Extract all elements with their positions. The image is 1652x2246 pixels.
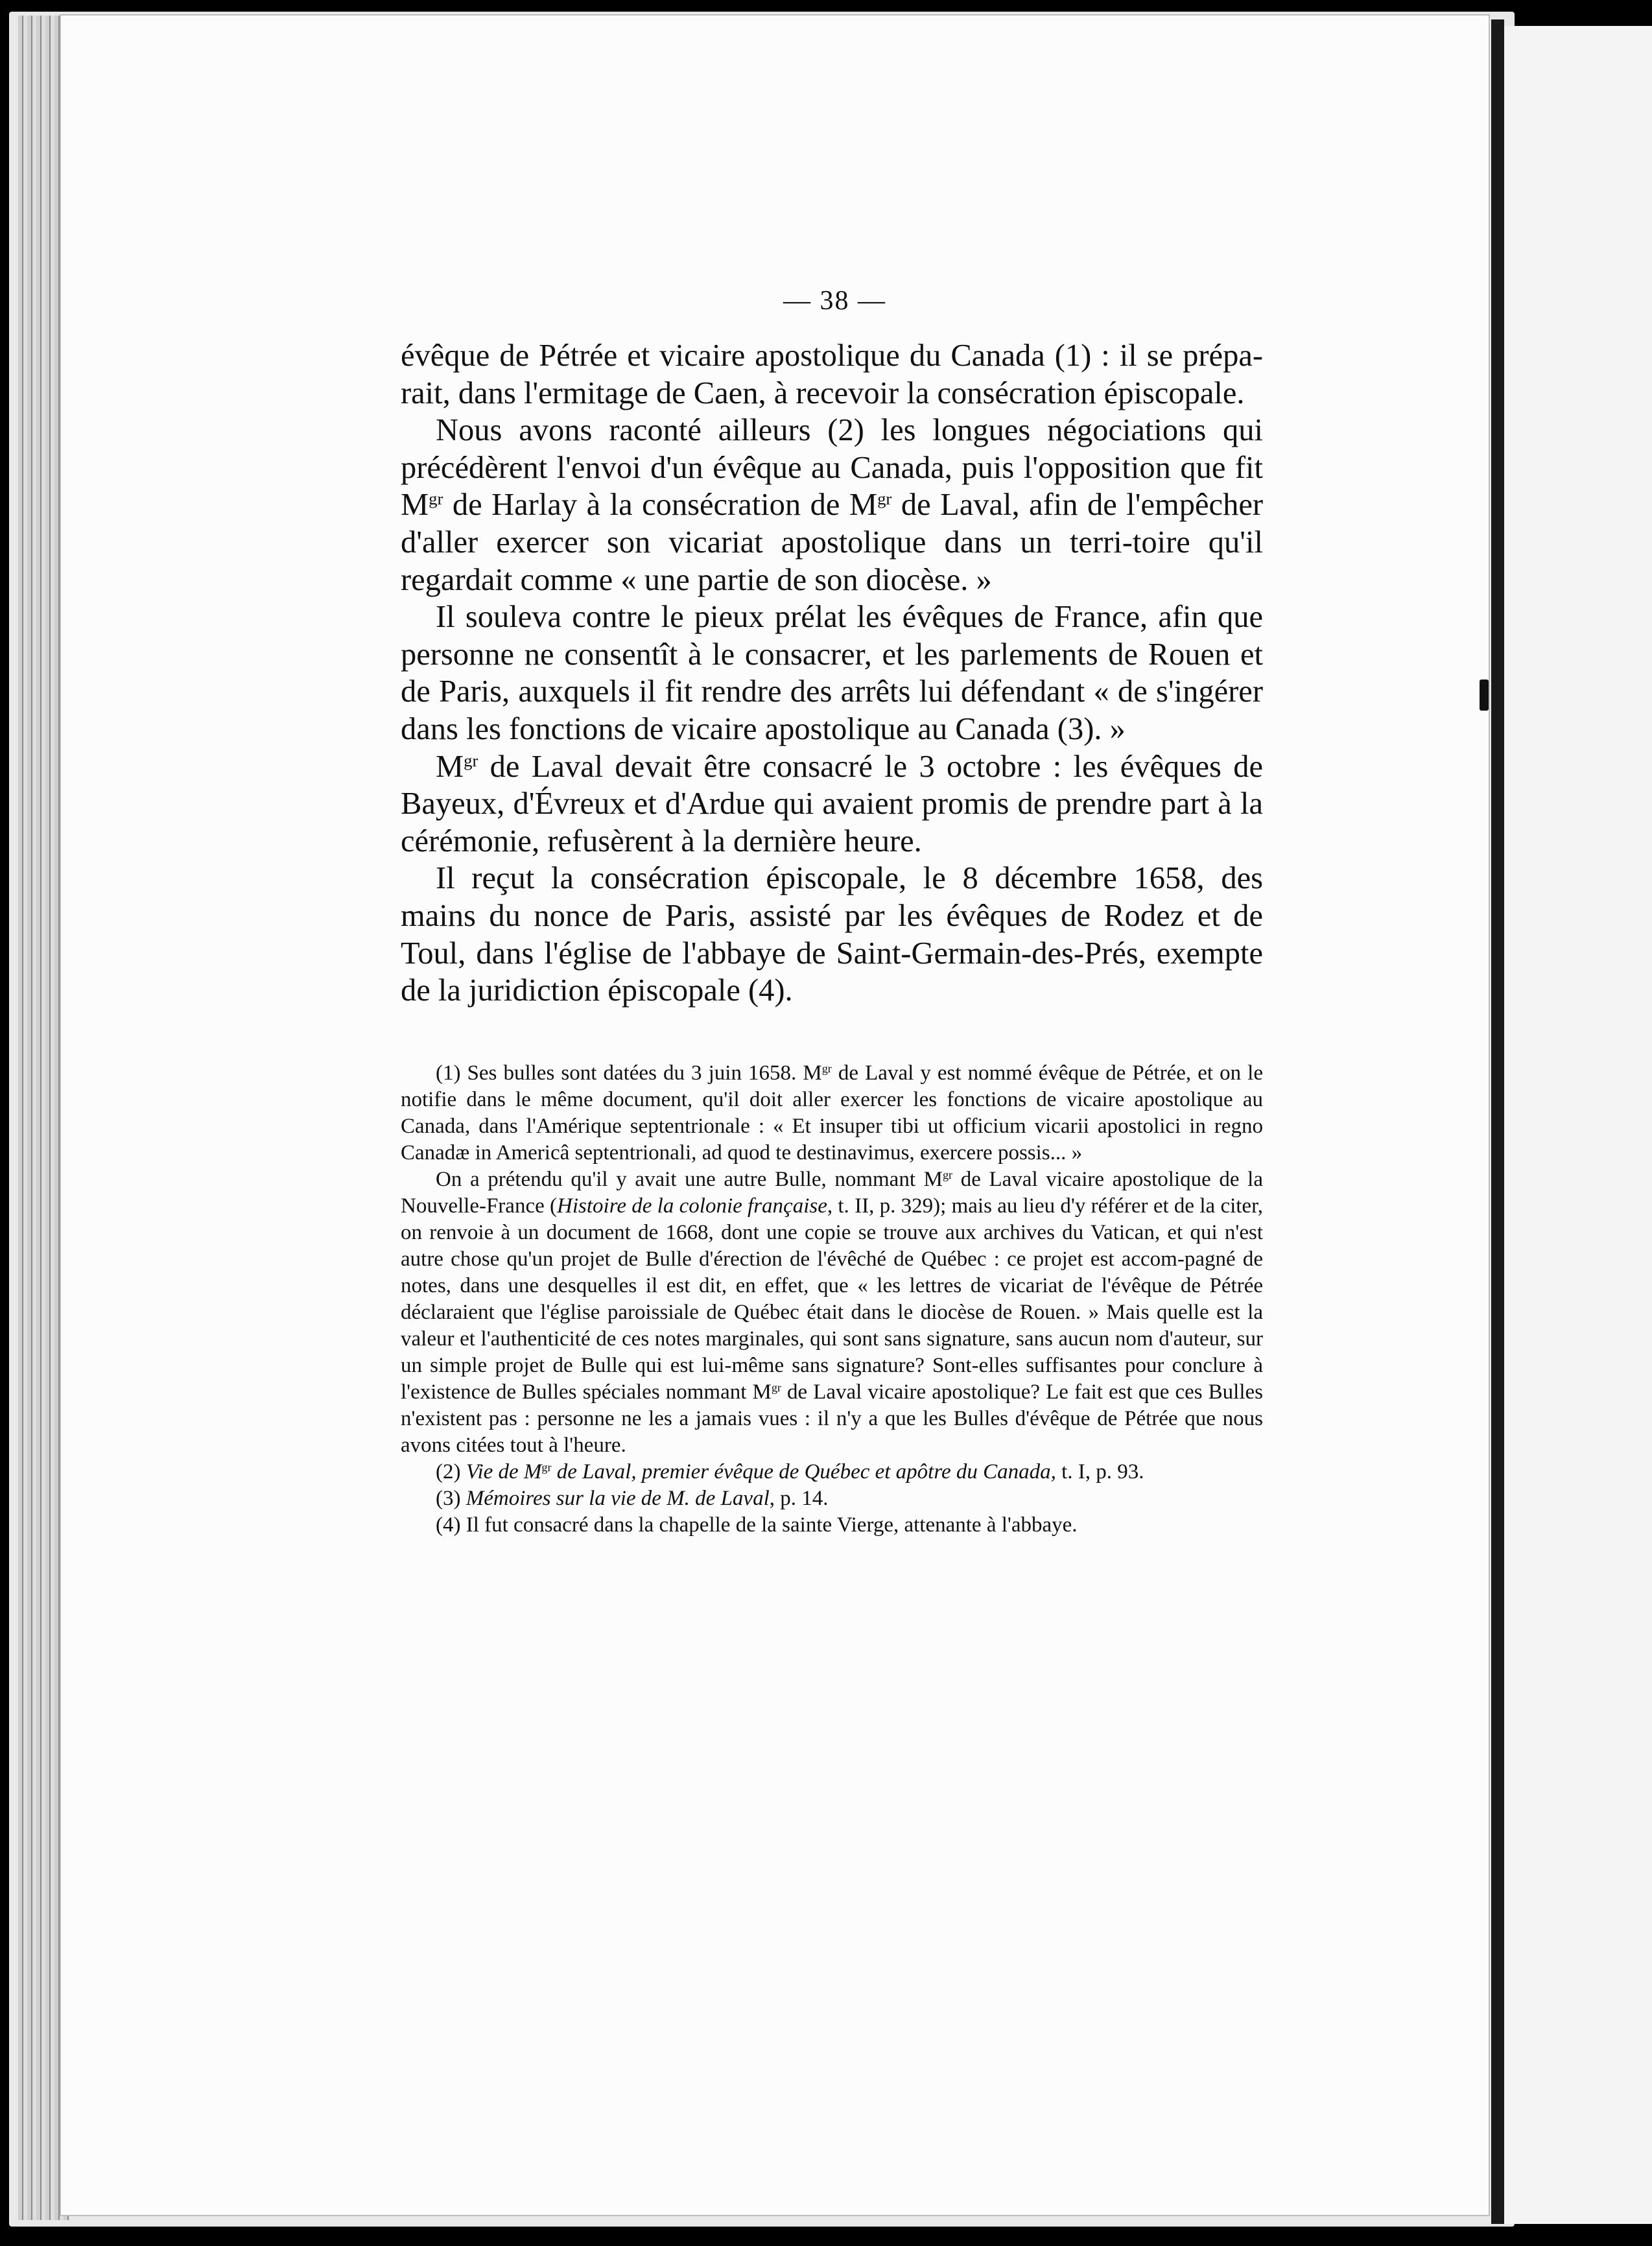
paragraph: Nous avons raconté ailleurs (2) les longues négociations qui précédèrent l'envoi d'un évêque au Canada, puis l'opposition que fit $M^{gr}$ de Harlay à la consécration de $M^{gr}$ de Laval, afin de l'empêcher d'aller exercer son vicariat apostolique dans un terri-toire qu'il regardait comme « une partie de son diocèse. » <box>401 413 1263 597</box>
page-number: — 38 — <box>783 286 886 316</box>
ink-mark <box>1480 680 1489 711</box>
facing-page <box>1504 26 1652 2224</box>
footnote-1-continued: On a prétendu qu'il y avait une autre Bulle, nommant $M^{gr}$ de Laval vicaire apostolique de la Nouvelle-France (Histoire de la colonie française, t. II, p. 329); mais au lieu d'y référer et de la citer, on renvoie à un document de 1668, dont une copie se trouve aux archives du Vatican, et qui n'est autre chose qu'un projet de Bulle d'érection de l'évêché de Québec : ce projet est accom-pagné de notes, dans une desquelles il est dit, en effet, que « les lettres de vicariat de l'évêque de Pétrée déclaraient que l'église paroissiale de Québec était dans le diocèse de Rouen. » Mais quelle est la valeur et l'authenticité de ces notes marginales, qui sont sans signature, sans aucun nom d'auteur, sur un simple projet de Bulle qui est lui-même sans signature? Sont-elles suffisantes pour conclure à l'existence de Bulles spéciales nommant $M^{gr}$ de Laval vicaire apostolique? Le fait est que ces Bulles n'existent pas : personne ne les a jamais vues : il n'y a que les Bulles d'évêque de Pétrée que nous avons citées tout à l'heure. <box>401 1167 1263 1457</box>
footnote-1: (1) Ses bulles sont datées du 3 juin 1658. $M^{gr}$ de Laval y est nommé évêque de Pétrée, et on le notifie dans le même document, qu'il doit aller exercer les fonctions de vicaire apostolique au Canada, dans l'Amérique septentrionale : « Et insuper tibi ut officium vicarii apostolici in regno Canadæ in Americâ septentrionali, ad quod te destinavimus, exercere possis... » <box>401 1061 1263 1164</box>
paragraph: $M^{gr}$ de Laval devait être consacré le 3 octobre : les évêques de Bayeux, d'Évreux et d'Ardue qui avaient promis de prendre part à la cérémonie, refusèrent à la dernière heure. <box>401 749 1263 858</box>
paragraph: évêque de Pétrée et vicaire apostolique du Canada (1) : il se prépa-rait, dans l'ermitage de Caen, à recevoir la consécration épiscopale. <box>401 338 1263 410</box>
footnote-4: (4) Il fut consacré dans la chapelle de la sainte Vierge, attenante à l'abbaye. <box>436 1513 1078 1537</box>
footnote-3: (3) Mémoires sur la vie de M. de Laval, p. 14. <box>436 1486 829 1510</box>
text-block <box>401 337 1263 1539</box>
paragraph: Il souleva contre le pieux prélat les évêques de France, afin que personne ne consentît à le consacrer, et les parlements de Rouen et de Paris, auxquels il fit rendre des arrêts lui défendant « de s'ingérer dans les fonctions de vicaire apostolique au Canada (3). » <box>401 600 1263 746</box>
paragraph: Il reçut la consécration épiscopale, le 8 décembre 1658, des mains du nonce de Paris, assisté par les évêques de Rodez et de Toul, dans l'église de l'abbaye de Saint-Germain-des-Prés, exempte de la juridiction épiscopale (4). <box>401 861 1263 1008</box>
footnotes <box>401 1060 1263 1539</box>
book-spine <box>1491 19 1504 2224</box>
body-text <box>401 337 1263 1010</box>
footnote-2: (2) Vie de $M^{gr}$ de Laval, premier évêque de Québec et apôtre du Canada, t. I, p. 93. <box>436 1460 1144 1484</box>
